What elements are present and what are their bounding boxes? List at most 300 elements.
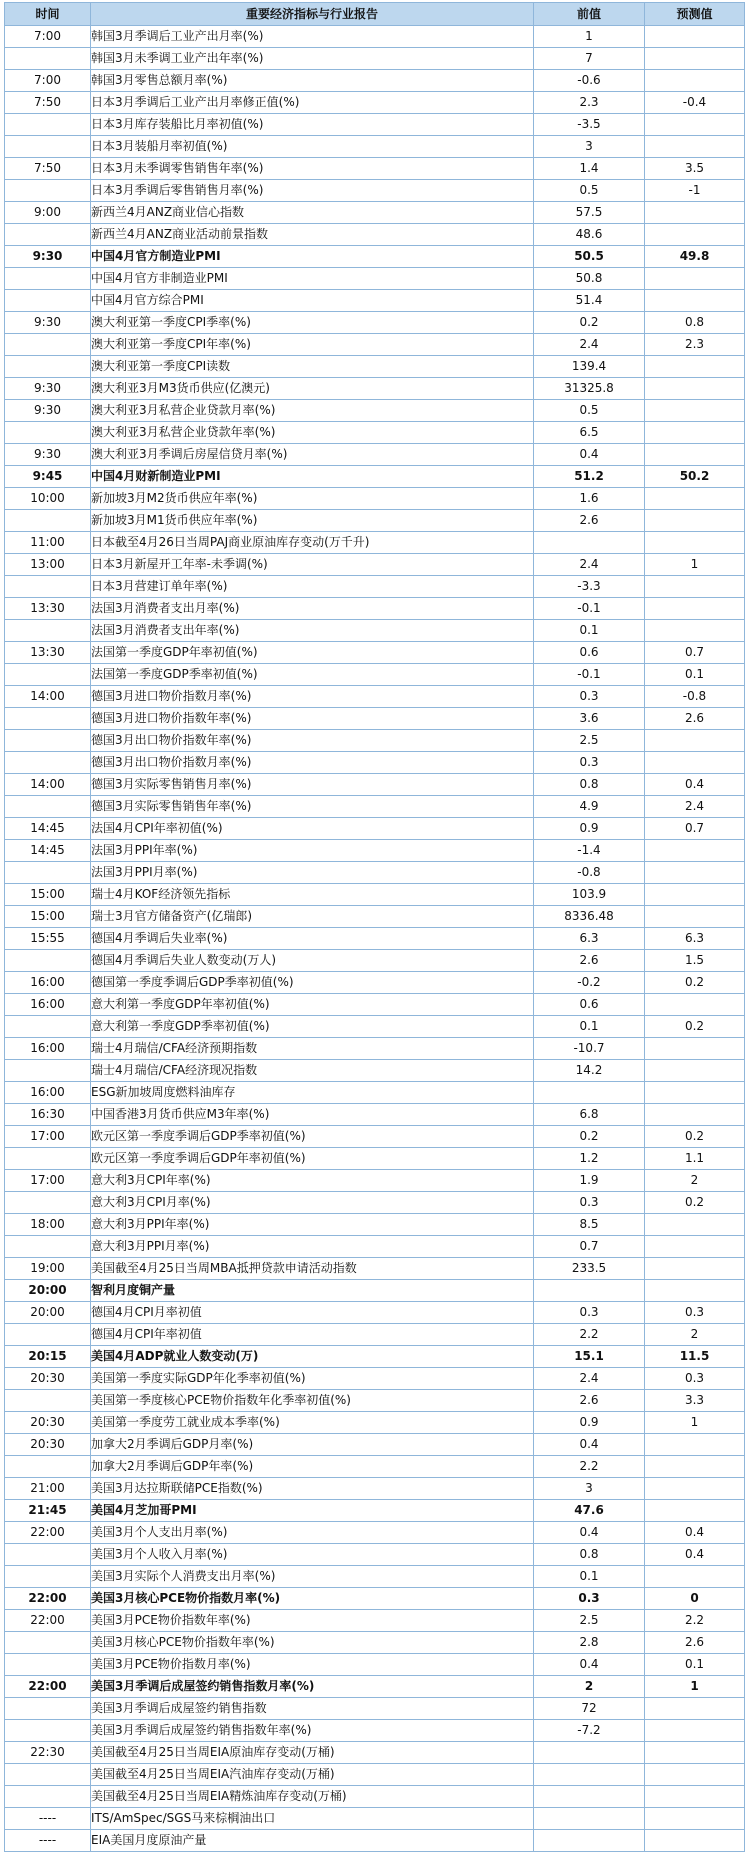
forecast-value [645,136,745,158]
release-time [5,1786,91,1808]
table-row [5,972,745,994]
table-row [5,1808,745,1830]
forecast-value [645,510,745,532]
forecast-value: 1 [645,1676,745,1698]
indicator-name: 美国截至4月25日当周EIA原油库存变动(万桶) [91,1742,534,1764]
previous-value: -7.2 [534,1720,645,1742]
table-row [5,26,745,48]
previous-value: 2.6 [534,1390,645,1412]
indicator-name: 法国第一季度GDP年率初值(%) [91,642,534,664]
release-time: 16:00 [5,1038,91,1060]
forecast-value: 0.4 [645,1544,745,1566]
indicator-name: 德国3月进口物价指数年率(%) [91,708,534,730]
release-time [5,1192,91,1214]
table-row [5,1280,745,1302]
previous-value: 2.3 [534,92,645,114]
release-time [5,422,91,444]
table-row [5,576,745,598]
release-time [5,1566,91,1588]
table-row [5,48,745,70]
indicator-name: 美国3月季调后成屋签约销售指数年率(%) [91,1720,534,1742]
indicator-name: 意大利3月CPI月率(%) [91,1192,534,1214]
release-time [5,136,91,158]
indicator-name: 日本3月季调后工业产出月率修正值(%) [91,92,534,114]
header-time: 时间 [5,3,91,26]
release-time [5,510,91,532]
forecast-value [645,26,745,48]
indicator-name: 意大利第一季度GDP年率初值(%) [91,994,534,1016]
table-row [5,1632,745,1654]
release-time: 7:00 [5,26,91,48]
indicator-name: 法国3月消费者支出月率(%) [91,598,534,620]
indicator-name: 日本截至4月26日当周PAJ商业原油库存变动(万千升) [91,532,534,554]
indicator-name: 德国3月实际零售销售年率(%) [91,796,534,818]
previous-value: 72 [534,1698,645,1720]
indicator-name: 德国4月CPI月率初值 [91,1302,534,1324]
table-row [5,1170,745,1192]
previous-value: 31325.8 [534,378,645,400]
release-time: 22:30 [5,1742,91,1764]
table-row [5,1148,745,1170]
indicator-name: 中国香港3月货币供应M3年率(%) [91,1104,534,1126]
previous-value: 0.4 [534,1654,645,1676]
indicator-name: 新加坡3月M1货币供应年率(%) [91,510,534,532]
forecast-value [645,1082,745,1104]
previous-value: 0.3 [534,1588,645,1610]
previous-value: 1.6 [534,488,645,510]
forecast-value [645,378,745,400]
indicator-name: 美国第一季度劳工就业成本季率(%) [91,1412,534,1434]
economic-calendar-table [4,2,745,1852]
forecast-value: -0.4 [645,92,745,114]
release-time: 17:00 [5,1126,91,1148]
release-time: 21:45 [5,1500,91,1522]
forecast-value [645,576,745,598]
indicator-name: 瑞士4月瑞信/CFA经济现况指数 [91,1060,534,1082]
forecast-value [645,422,745,444]
forecast-value: 0.4 [645,774,745,796]
forecast-value: -0.8 [645,686,745,708]
table-row [5,1016,745,1038]
forecast-value [645,1786,745,1808]
forecast-value: 1 [645,554,745,576]
table-row [5,268,745,290]
release-time [5,950,91,972]
release-time: 15:00 [5,906,91,928]
table-row [5,708,745,730]
indicator-name: 美国截至4月25日当周EIA精炼油库存变动(万桶) [91,1786,534,1808]
table-row [5,180,745,202]
table-row [5,246,745,268]
indicator-name: ITS/AmSpec/SGS马来棕榈油出口 [91,1808,534,1830]
indicator-name: 法国3月消费者支出年率(%) [91,620,534,642]
indicator-name: 日本3月库存装船比月率初值(%) [91,114,534,136]
previous-value [534,1786,645,1808]
table-row [5,1302,745,1324]
release-time: 10:00 [5,488,91,510]
table-row [5,774,745,796]
forecast-value: 0.2 [645,1126,745,1148]
previous-value: 2.2 [534,1324,645,1346]
table-row [5,1544,745,1566]
table-row [5,1104,745,1126]
release-time [5,180,91,202]
release-time [5,1720,91,1742]
previous-value: 6.3 [534,928,645,950]
indicator-name: 法国3月PPI月率(%) [91,862,534,884]
header-forecast: 预测值 [645,3,745,26]
table-row [5,1742,745,1764]
indicator-name: 德国3月实际零售销售月率(%) [91,774,534,796]
table-row [5,862,745,884]
table-row [5,1566,745,1588]
previous-value: 2.4 [534,1368,645,1390]
forecast-value [645,268,745,290]
release-time: 22:00 [5,1676,91,1698]
indicator-name: 加拿大2月季调后GDP年率(%) [91,1456,534,1478]
header-previous: 前值 [534,3,645,26]
indicator-name: 澳大利亚第一季度CPI年率(%) [91,334,534,356]
release-time [5,862,91,884]
table-row [5,202,745,224]
previous-value: 233.5 [534,1258,645,1280]
release-time [5,268,91,290]
release-time [5,576,91,598]
indicator-name: 德国3月进口物价指数月率(%) [91,686,534,708]
indicator-name: 加拿大2月季调后GDP月率(%) [91,1434,534,1456]
indicator-name: 美国3月季调后成屋签约销售指数月率(%) [91,1676,534,1698]
previous-value: 8336.48 [534,906,645,928]
table-row [5,818,745,840]
table-row [5,1434,745,1456]
forecast-value [645,400,745,422]
table-row [5,1258,745,1280]
forecast-value [645,840,745,862]
indicator-name: 韩国3月季调后工业产出月率(%) [91,26,534,48]
previous-value [534,1742,645,1764]
release-time: 20:30 [5,1368,91,1390]
table-row [5,1412,745,1434]
forecast-value: 50.2 [645,466,745,488]
previous-value: 0.8 [534,774,645,796]
forecast-value [645,114,745,136]
forecast-value: 2.2 [645,1610,745,1632]
previous-value: 4.9 [534,796,645,818]
release-time: 19:00 [5,1258,91,1280]
forecast-value [645,1742,745,1764]
forecast-value [645,1456,745,1478]
table-row [5,1500,745,1522]
indicator-name: 中国4月官方综合PMI [91,290,534,312]
indicator-name: 智利月度铜产量 [91,1280,534,1302]
table-row [5,1764,745,1786]
previous-value: 0.9 [534,818,645,840]
release-time: 13:30 [5,598,91,620]
previous-value: 0.1 [534,1016,645,1038]
indicator-name: 美国3月季调后成屋签约销售指数 [91,1698,534,1720]
previous-value: -3.5 [534,114,645,136]
previous-value [534,1280,645,1302]
previous-value: 0.6 [534,994,645,1016]
forecast-value: 0.7 [645,642,745,664]
release-time: 9:30 [5,312,91,334]
table-row [5,488,745,510]
release-time [5,1324,91,1346]
release-time: 16:00 [5,972,91,994]
indicator-name: EIA美国月度原油产量 [91,1830,534,1852]
previous-value: 6.5 [534,422,645,444]
release-time [5,48,91,70]
release-time: 13:30 [5,642,91,664]
table-row [5,422,745,444]
table-row [5,1676,745,1698]
release-time [5,1456,91,1478]
table-row [5,1214,745,1236]
release-time: 7:50 [5,158,91,180]
forecast-value [645,1698,745,1720]
forecast-value: 3.5 [645,158,745,180]
release-time: 18:00 [5,1214,91,1236]
indicator-name: 美国截至4月25日当周MBA抵押贷款申请活动指数 [91,1258,534,1280]
previous-value: 3 [534,1478,645,1500]
forecast-value: 0.3 [645,1302,745,1324]
previous-value: 0.5 [534,180,645,202]
forecast-value: 0.2 [645,972,745,994]
indicator-name: 美国3月实际个人消费支出月率(%) [91,1566,534,1588]
table-row [5,114,745,136]
table-row [5,1522,745,1544]
release-time [5,224,91,246]
indicator-name: 德国4月CPI年率初值 [91,1324,534,1346]
forecast-value [645,730,745,752]
forecast-value [645,862,745,884]
previous-value: 51.2 [534,466,645,488]
indicator-name: 欧元区第一季度季调后GDP季率初值(%) [91,1126,534,1148]
table-row [5,1720,745,1742]
previous-value: 0.3 [534,686,645,708]
table-row [5,1654,745,1676]
indicator-name: 美国截至4月25日当周EIA汽油库存变动(万桶) [91,1764,534,1786]
forecast-value [645,1258,745,1280]
indicator-name: 美国3月个人支出月率(%) [91,1522,534,1544]
forecast-value: 1 [645,1412,745,1434]
table-row [5,510,745,532]
table-row [5,796,745,818]
release-time [5,730,91,752]
forecast-value: 0.7 [645,818,745,840]
previous-value: 1 [534,26,645,48]
previous-value: 0.9 [534,1412,645,1434]
previous-value: 3 [534,136,645,158]
indicator-name: 澳大利亚3月私营企业贷款年率(%) [91,422,534,444]
table-row [5,686,745,708]
release-time: 17:00 [5,1170,91,1192]
table-row [5,554,745,576]
indicator-name: 法国第一季度GDP季率初值(%) [91,664,534,686]
previous-value: 51.4 [534,290,645,312]
previous-value: 0.2 [534,1126,645,1148]
previous-value: -10.7 [534,1038,645,1060]
previous-value: 7 [534,48,645,70]
forecast-value [645,1500,745,1522]
table-row [5,1610,745,1632]
previous-value: -0.6 [534,70,645,92]
release-time: 7:50 [5,92,91,114]
release-time [5,1764,91,1786]
release-time: ---- [5,1830,91,1852]
release-time: 9:00 [5,202,91,224]
release-time: 14:45 [5,818,91,840]
forecast-value [645,356,745,378]
table-row [5,466,745,488]
forecast-value: 0.1 [645,1654,745,1676]
indicator-name: 美国4月ADP就业人数变动(万) [91,1346,534,1368]
release-time: 15:00 [5,884,91,906]
indicator-name: 新西兰4月ANZ商业信心指数 [91,202,534,224]
previous-value: 0.4 [534,444,645,466]
indicator-name: 韩国3月零售总额月率(%) [91,70,534,92]
release-time: 13:00 [5,554,91,576]
indicator-name: 美国3月PCE物价指数月率(%) [91,1654,534,1676]
forecast-value [645,620,745,642]
table-row [5,950,745,972]
forecast-value [645,1434,745,1456]
forecast-value [645,1104,745,1126]
previous-value: 0.3 [534,1192,645,1214]
release-time [5,1390,91,1412]
release-time [5,1544,91,1566]
table-row [5,1060,745,1082]
indicator-name: 意大利3月PPI月率(%) [91,1236,534,1258]
previous-value: 0.1 [534,1566,645,1588]
release-time [5,1654,91,1676]
previous-value: 2.5 [534,1610,645,1632]
release-time: 20:30 [5,1434,91,1456]
release-time: 14:00 [5,774,91,796]
table-row [5,1390,745,1412]
release-time: 16:00 [5,1082,91,1104]
forecast-value [645,1830,745,1852]
previous-value: -1.4 [534,840,645,862]
indicator-name: 美国3月核心PCE物价指数年率(%) [91,1632,534,1654]
previous-value: 0.1 [534,620,645,642]
previous-value: 15.1 [534,1346,645,1368]
release-time: 16:30 [5,1104,91,1126]
previous-value: 47.6 [534,1500,645,1522]
indicator-name: 澳大利亚3月私营企业贷款月率(%) [91,400,534,422]
forecast-value [645,224,745,246]
release-time [5,1060,91,1082]
release-time [5,752,91,774]
release-time: 9:30 [5,378,91,400]
indicator-name: 美国3月个人收入月率(%) [91,1544,534,1566]
forecast-value: 11.5 [645,1346,745,1368]
table-row [5,1236,745,1258]
indicator-name: 日本3月季调后零售销售月率(%) [91,180,534,202]
table-row [5,1588,745,1610]
forecast-value [645,1038,745,1060]
forecast-value: 49.8 [645,246,745,268]
forecast-value [645,1060,745,1082]
release-time: 14:00 [5,686,91,708]
table-row [5,620,745,642]
previous-value: -0.1 [534,664,645,686]
indicator-name: 日本3月营建订单年率(%) [91,576,534,598]
forecast-value: 2.6 [645,708,745,730]
forecast-value: 2.4 [645,796,745,818]
table-row [5,136,745,158]
previous-value: 0.4 [534,1434,645,1456]
forecast-value: -1 [645,180,745,202]
previous-value: 2.4 [534,334,645,356]
release-time [5,1016,91,1038]
forecast-value [645,1808,745,1830]
previous-value: 0.5 [534,400,645,422]
forecast-value: 0.4 [645,1522,745,1544]
table-row [5,906,745,928]
table-row [5,642,745,664]
table-row [5,730,745,752]
release-time [5,1698,91,1720]
indicator-name: 法国4月CPI年率初值(%) [91,818,534,840]
previous-value [534,1808,645,1830]
forecast-value: 0.3 [645,1368,745,1390]
previous-value: 0.7 [534,1236,645,1258]
table-row [5,1082,745,1104]
forecast-value [645,752,745,774]
release-time [5,1148,91,1170]
previous-value: 8.5 [534,1214,645,1236]
table-row [5,1830,745,1852]
previous-value: 2.5 [534,730,645,752]
previous-value: 103.9 [534,884,645,906]
previous-value: 0.2 [534,312,645,334]
previous-value: 2.4 [534,554,645,576]
release-time [5,1236,91,1258]
indicator-name: 中国4月财新制造业PMI [91,466,534,488]
table-row [5,1346,745,1368]
previous-value: 3.6 [534,708,645,730]
table-row [5,884,745,906]
table-row [5,1478,745,1500]
indicator-name: 新加坡3月M2货币供应年率(%) [91,488,534,510]
forecast-value: 0.2 [645,1016,745,1038]
table-row [5,928,745,950]
previous-value: 2.2 [534,1456,645,1478]
table-row [5,1456,745,1478]
table-row [5,356,745,378]
forecast-value [645,906,745,928]
indicator-name: 德国第一季度季调后GDP季率初值(%) [91,972,534,994]
table-row [5,312,745,334]
previous-value: 1.9 [534,1170,645,1192]
indicator-name: 日本3月新屋开工年率-未季调(%) [91,554,534,576]
forecast-value [645,1478,745,1500]
previous-value: 6.8 [534,1104,645,1126]
forecast-value [645,70,745,92]
indicator-name: 美国第一季度核心PCE物价指数年化季率初值(%) [91,1390,534,1412]
forecast-value: 0.1 [645,664,745,686]
indicator-name: 意大利3月CPI年率(%) [91,1170,534,1192]
release-time [5,114,91,136]
forecast-value: 0 [645,1588,745,1610]
table-row [5,1786,745,1808]
table-row [5,1698,745,1720]
previous-value: 139.4 [534,356,645,378]
forecast-value [645,1566,745,1588]
previous-value: 2.6 [534,510,645,532]
forecast-value: 0.8 [645,312,745,334]
